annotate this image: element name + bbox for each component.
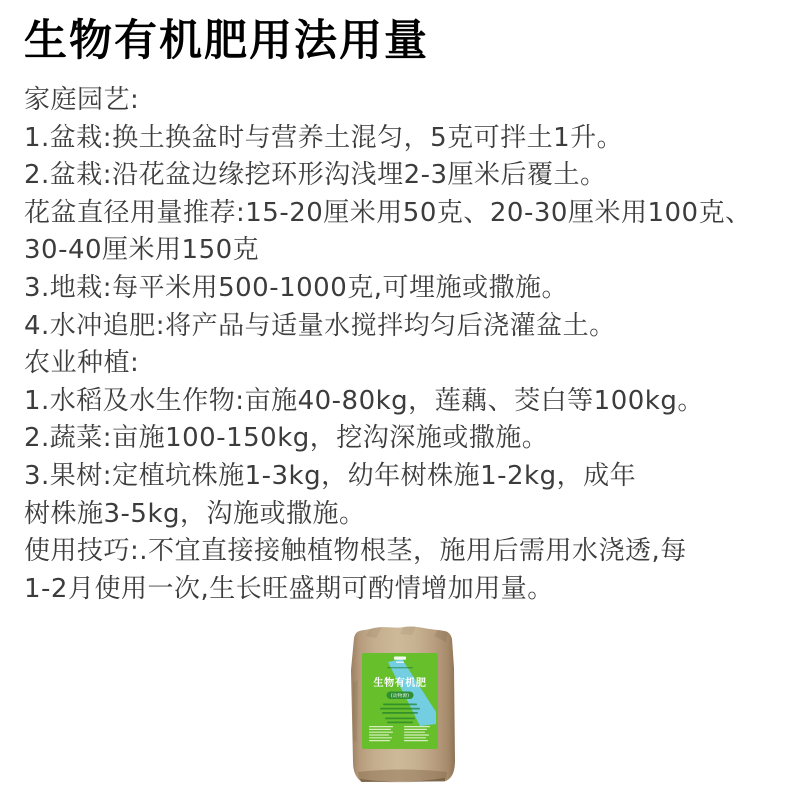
- text-line: 1.盆栽:换土换盆时与营养土混匀，5克可拌土1升。: [24, 122, 624, 153]
- text-line: 树株施3-5kg，沟施或撒施。: [24, 498, 366, 529]
- label-badge-text: (动物源): [390, 694, 410, 699]
- text-line-agriculture-heading: 农业种植:: [24, 348, 140, 379]
- product-bag-image: [342, 622, 460, 790]
- label-fineprint-line: [382, 712, 418, 714]
- text-line: 2.盆栽:沿花盆边缘挖环形沟浅埋2-3厘米后覆土。: [24, 160, 607, 191]
- text-line: 1-2月使用一次,生长旺盛期可酌情增加用量。: [24, 573, 554, 604]
- label-fineprint-line: [380, 708, 420, 710]
- label-fineprint-line: [385, 718, 415, 720]
- text-line: 花盆直径用量推荐:15-20厘米用50克、20-30厘米用100克、: [24, 197, 752, 228]
- page-title: 生物有机肥用法用量: [24, 16, 429, 66]
- label-fineprint-line: [387, 667, 413, 668]
- label-fineprint-line: [383, 704, 417, 706]
- text-line-home-gardening-heading: 家庭园艺:: [24, 85, 140, 115]
- text-line: 3.地栽:每平米用500-1000克,可埋施或撒施。: [24, 272, 569, 303]
- text-line: 30-40厘米用150克: [24, 235, 260, 266]
- text-line-usage-tips: 使用技巧:.不宜直接接触植物根茎，施用后需用水浇透,每: [24, 536, 687, 567]
- brand-logo-mark: [396, 662, 404, 664]
- text-line: 4.水冲追肥:将产品与适量水搅拌均匀后浇灌盆土。: [24, 310, 616, 341]
- label-title: 生物有机肥: [373, 678, 427, 689]
- text-line: 3.果树:定植坑株施1-3kg，幼年树株施1-2kg，成年: [24, 460, 637, 491]
- label-fineprint-line: [387, 722, 413, 724]
- brand-logo-mark: [394, 657, 406, 660]
- text-line: 2.蔬菜:亩施100-150kg，挖沟深施或撒施。: [24, 423, 549, 454]
- content-area: [24, 12, 784, 608]
- text-line: 1.水稻及水生作物:亩施40-80kg，莲藕、茭白等100kg。: [24, 385, 704, 416]
